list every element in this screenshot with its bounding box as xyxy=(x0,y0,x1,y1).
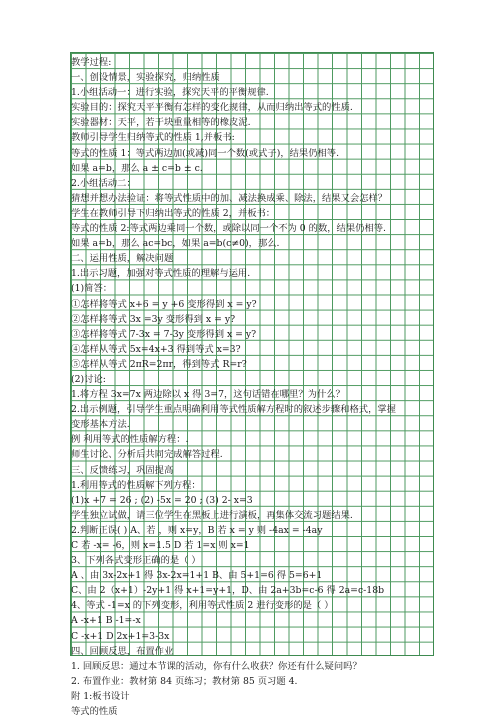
text-line: C 若 -x= -6，则 x=1.5 D 若 1=x 则 x=1 xyxy=(71,540,250,551)
text-line: 如果 a=b，那么 a ± c=b ± c. xyxy=(71,162,203,174)
section-heading: 二、运用性质，解决问题 xyxy=(71,253,174,265)
text-line: (1)简答： xyxy=(71,283,113,295)
text-line: A 、由 3x-2x+1 得 3x-2x=1+1 B、由 5+1=6 得 5=6+1 xyxy=(71,570,323,582)
text-line: 2. 布置作业：教材第 84 页练习；教材第 85 页习题 4. xyxy=(71,675,298,687)
text-line: ④怎样从等式 5x=4x+3 得到等式 x=3? xyxy=(71,343,241,355)
text-line: C、由 2（x+1）-2y+1 得 x+1=y+1，D、由 2a+3b=c-6 得 2a=c-18b xyxy=(71,585,385,597)
text-line: 1.小组活动一：进行实验，探究天平的平衡规律. xyxy=(71,87,269,99)
text-line: ⑤怎样从等式 2πR=2πr，得到等式 R=r? xyxy=(71,358,247,370)
text-line: 等式的性质 2:等式两边乘同一个数，或除以同一个不为 0 的数，结果仍相等. xyxy=(71,223,386,235)
section-heading: 三、反馈练习，巩固提高 xyxy=(71,464,174,476)
text-line: 4、等式 -1=x 的下列变形，利用等式性质 2 进行变形的是（ ） xyxy=(71,600,334,612)
text-line: 1.将方程 3x=7x 两边除以 x 得 3=7，这句话错在哪里？为什么？ xyxy=(71,389,345,401)
text-line: C -x+1 D 2x+1=3-3x xyxy=(71,630,170,642)
text-line: ①怎样将等式 x+6 = y +6 变形得到 x = y? xyxy=(71,298,257,310)
text-line: 实验器材：天平，若干块重量相等的橡皮泥. xyxy=(71,117,251,129)
text-line: 实验目的：探究天平平衡有怎样的变化规律，从而归纳出等式的性质. xyxy=(71,102,353,114)
text-line: (2)讨论: xyxy=(71,373,106,385)
text-line: 学生独立试做，请三位学生在黑板上进行演板，再集体交流习题结果. xyxy=(71,509,353,521)
text-line: 2.出示例题，引导学生重点明确利用等式性质解方程时的叙述步骤和格式，掌握 xyxy=(71,404,396,416)
section-heading: 四、回顾反思，布置作业 xyxy=(71,645,174,657)
text-line: 3、下列各式变形正确的是（ ） xyxy=(71,555,201,567)
text-line: ③怎样将等式 7-3x = 7-3y 变形得到 x = y? xyxy=(71,328,257,340)
text-line: 2.判断正误( ) A、若 ，则 x=y，B 若 x = y 则 -4ax = -4ay xyxy=(71,524,323,536)
text-line: 变形基本方法. xyxy=(71,419,130,431)
text-line: 等式的性质 1：等式两边加(或减)同一个数(或式子)，结果仍相等. xyxy=(71,147,340,159)
text-line: ②怎样将等式 3x =3y 变形得到 x = y? xyxy=(71,313,236,325)
text-line: 教学过程: xyxy=(71,57,112,68)
text-line: 1. 回顾反思：通过本节课的活动，你有什么收获？你还有什么疑问吗？ xyxy=(71,660,362,672)
text-line: (1)x +7 = 26 ; (2) -5x = 20 ; (3) 2- x=3 xyxy=(71,494,253,506)
text-line: 猜想并想办法验证：将等式性质中的加、减法换成乘、除法，结果又会怎样？ xyxy=(71,192,388,204)
text-line: 例 利用等式的性质解方程：. xyxy=(71,434,189,446)
section-heading: 一、创设情景，实验探究，归纳性质 xyxy=(71,72,220,84)
text-line: 1.出示习题，加强对等式性质的理解与运用. xyxy=(71,268,251,280)
text-line: 1.利用等式的性质解下列方程： xyxy=(71,479,201,491)
text-line: 等式的性质 xyxy=(71,706,118,718)
text-line: 2.小组活动二： xyxy=(71,177,136,189)
text-line: 附 1:板书设计 xyxy=(71,690,130,702)
text-line: 学生在教师引导下归纳出等式的性质 2，并板书： xyxy=(71,207,276,219)
text-line: A -x+1 B -1=-x xyxy=(71,615,141,627)
lesson-plan-text xyxy=(71,55,435,719)
text-line: 如果 a=b，那么 ac=bc，如果 a=b(c≠0)，那么. xyxy=(71,238,280,250)
text-line: 教师引导学生归纳等式的性质 1,并板书: xyxy=(71,132,235,144)
text-line: 师生讨论、分析后共同完成解答过程. xyxy=(71,449,223,461)
